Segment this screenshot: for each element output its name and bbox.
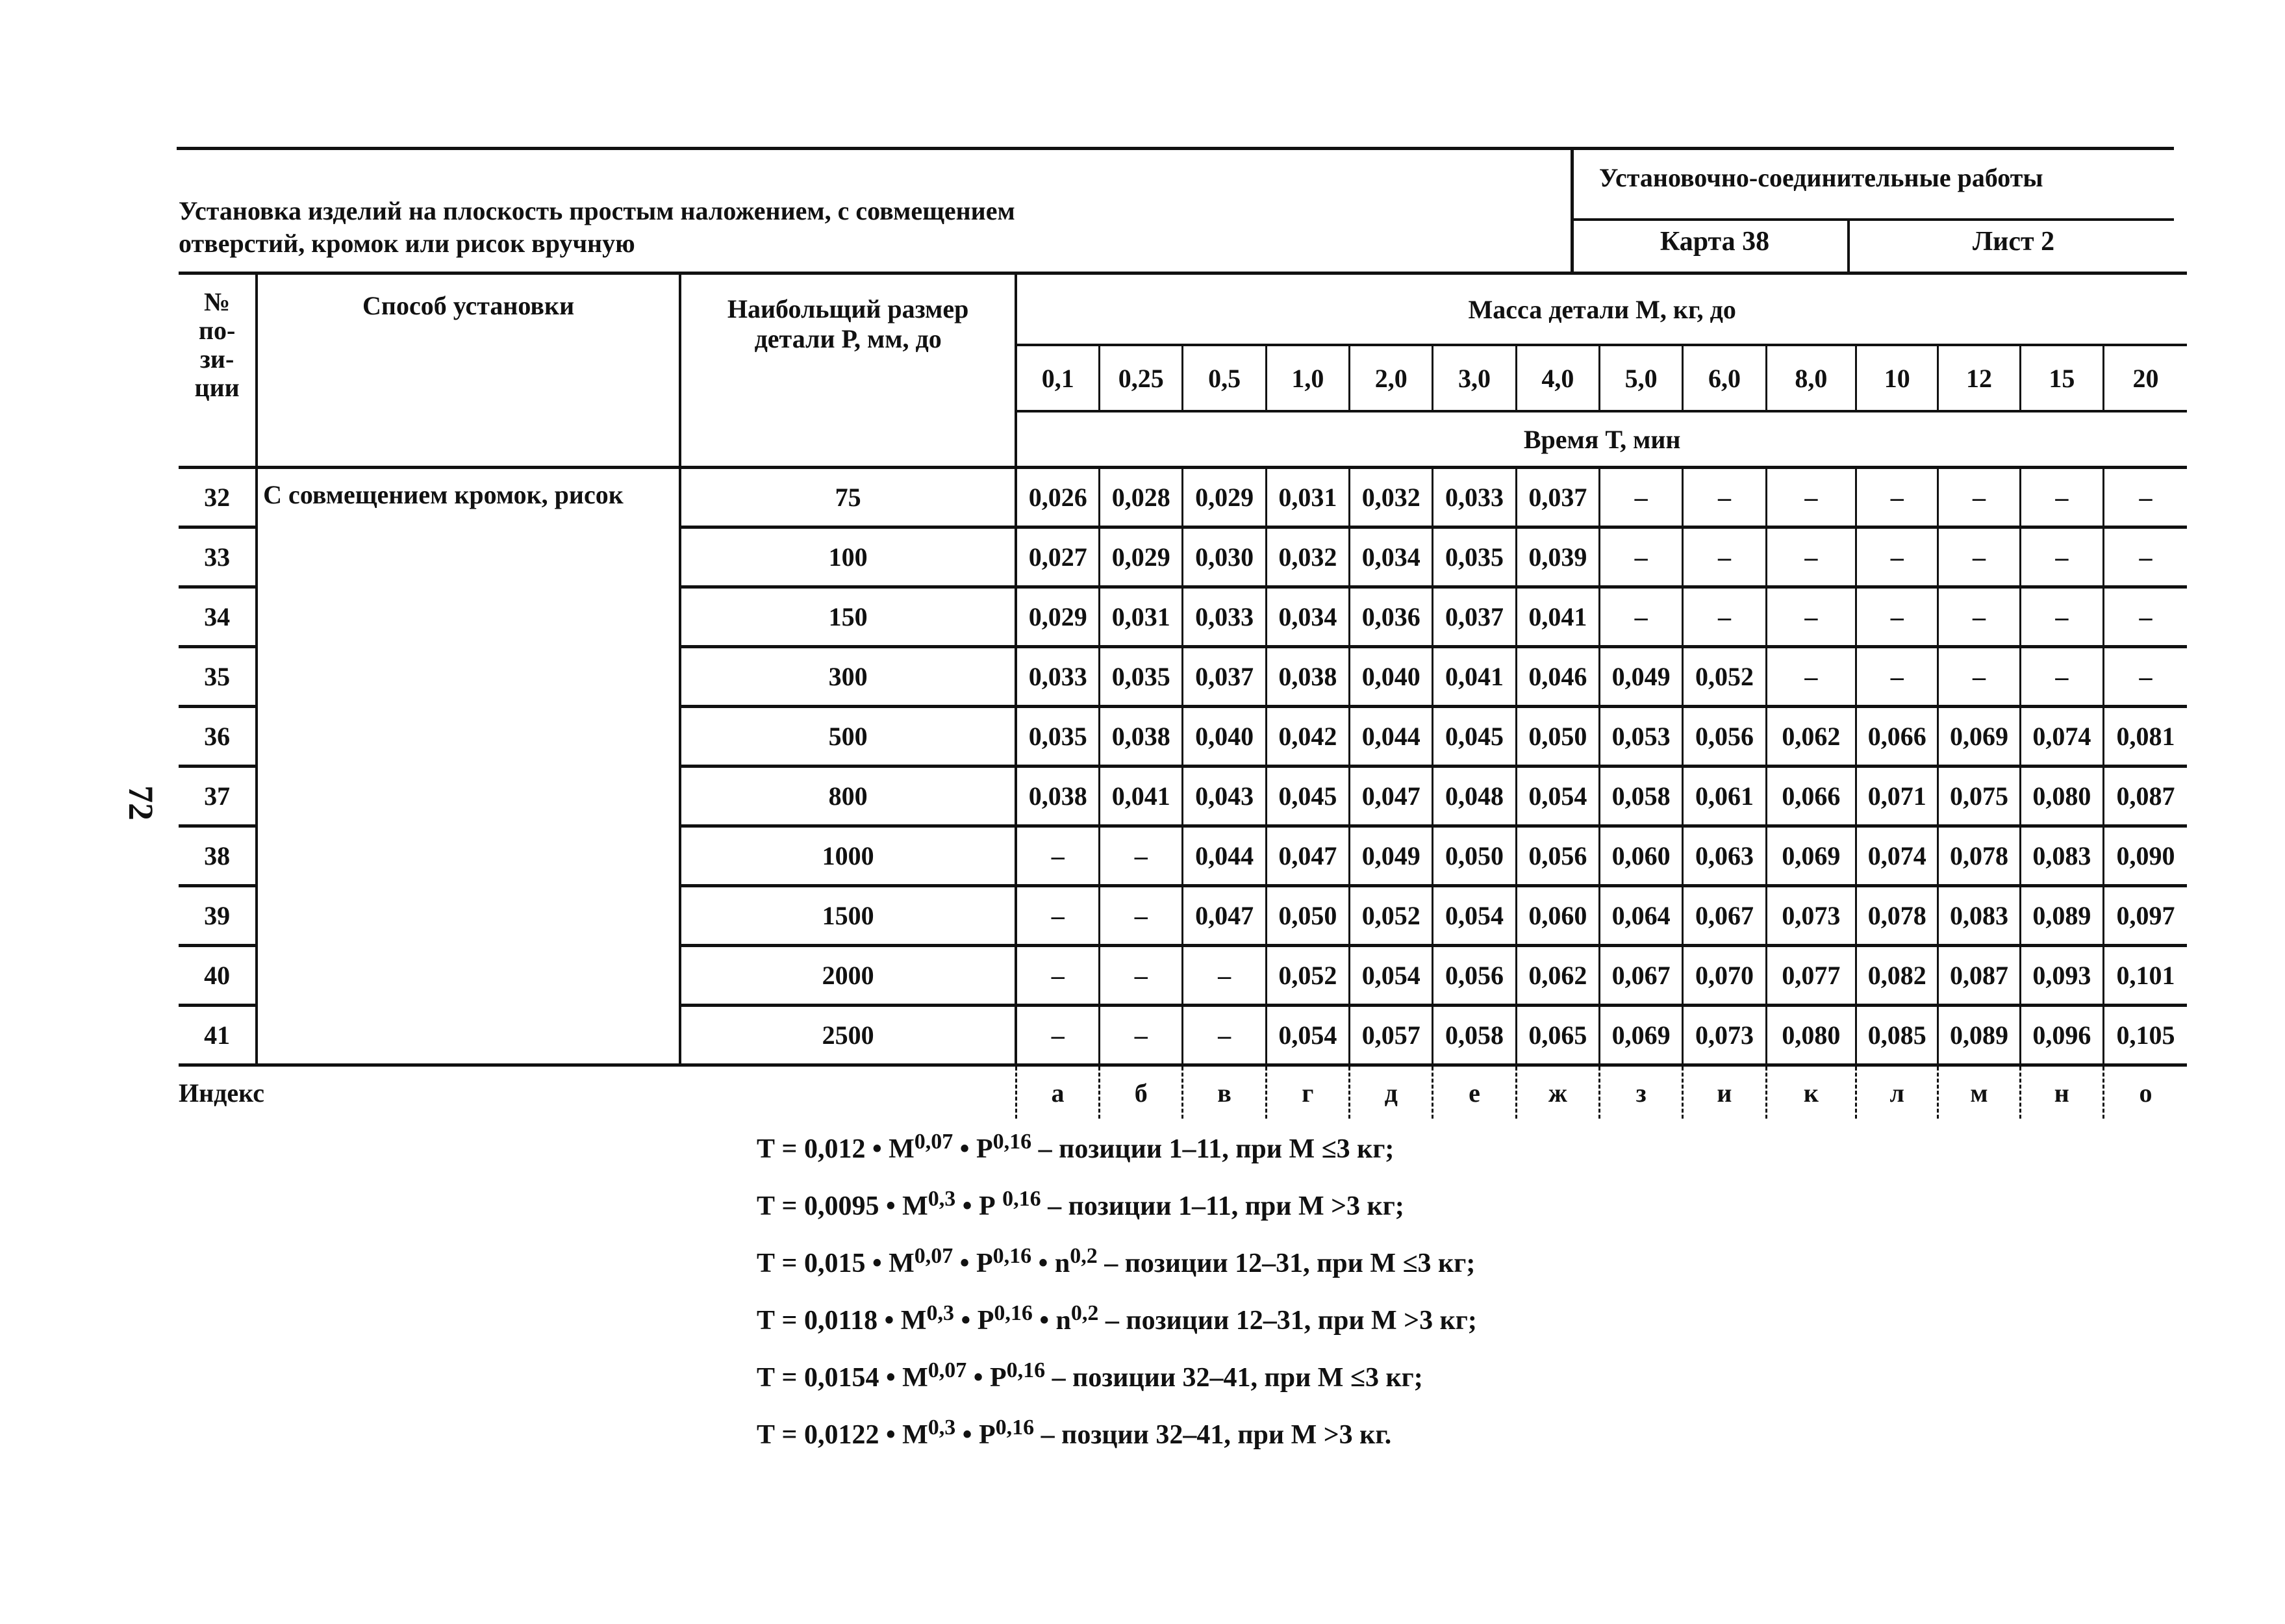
- time-value-cell: 0,056: [1516, 826, 1599, 886]
- time-value-cell: –: [1016, 886, 1099, 946]
- position-cell: 39: [179, 886, 257, 946]
- formula-lhs: Т = 0,0118 • М: [757, 1306, 927, 1336]
- mass-value-header: 15: [2020, 345, 2103, 411]
- time-value-cell: 0,047: [1183, 886, 1266, 946]
- time-value-cell: 0,078: [1938, 826, 2020, 886]
- time-value-cell: 0,067: [1683, 886, 1766, 946]
- time-value-cell: 0,066: [1766, 767, 1856, 826]
- size-cell: 800: [680, 767, 1016, 826]
- time-value-cell: –: [2020, 468, 2103, 527]
- formula-exp-size: 0,16: [995, 1415, 1035, 1440]
- index-letter: ж: [1516, 1065, 1599, 1119]
- time-value-cell: 0,087: [2103, 767, 2187, 826]
- formula-mid: • Р: [953, 1306, 994, 1336]
- formula-lhs: Т = 0,0122 • М: [757, 1420, 928, 1450]
- time-value-cell: 0,052: [1266, 946, 1349, 1006]
- time-value-cell: 0,033: [1433, 468, 1516, 527]
- size-cell: 2500: [680, 1006, 1016, 1065]
- time-value-cell: 0,083: [1938, 886, 2020, 946]
- time-value-cell: –: [1683, 587, 1766, 647]
- time-value-cell: 0,062: [1516, 946, 1599, 1006]
- time-value-cell: –: [1599, 587, 1682, 647]
- index-letter: г: [1266, 1065, 1349, 1119]
- time-value-cell: 0,054: [1350, 946, 1433, 1006]
- formula-rest: – позиции 32–41, при М ≤3 кг;: [1045, 1363, 1423, 1393]
- formula-line: [757, 1178, 1477, 1235]
- time-value-cell: –: [2020, 647, 2103, 707]
- formula-lhs: Т = 0,0154 • М: [757, 1363, 928, 1393]
- time-value-cell: –: [1856, 647, 1938, 707]
- time-value-cell: –: [1183, 1006, 1266, 1065]
- time-value-cell: 0,037: [1183, 647, 1266, 707]
- time-value-cell: 0,077: [1766, 946, 1856, 1006]
- mass-value-header: 10: [1856, 345, 1938, 411]
- index-letter: в: [1183, 1065, 1266, 1119]
- mass-value-header: 0,5: [1183, 345, 1266, 411]
- time-value-cell: 0,065: [1516, 1006, 1599, 1065]
- formula-exp-mass: 0,07: [914, 1130, 953, 1154]
- time-value-cell: 0,038: [1016, 767, 1099, 826]
- time-value-cell: 0,029: [1016, 587, 1099, 647]
- index-letter: б: [1100, 1065, 1183, 1119]
- table-row: [179, 468, 2187, 527]
- time-value-cell: –: [1938, 468, 2020, 527]
- time-value-cell: 0,056: [1433, 946, 1516, 1006]
- title-line-2: отверстий, кромок или рисок вручную: [179, 229, 635, 258]
- header-mid-rule: [1571, 218, 2174, 221]
- time-value-cell: –: [1016, 946, 1099, 1006]
- formula-mid: • Р: [966, 1363, 1007, 1393]
- time-value-cell: 0,054: [1516, 767, 1599, 826]
- time-value-cell: 0,069: [1599, 1006, 1682, 1065]
- time-value-cell: –: [1938, 587, 2020, 647]
- formula-exp-n: 0,2: [1070, 1301, 1099, 1325]
- position-cell: 32: [179, 468, 257, 527]
- formula-exp-mass: 0,07: [914, 1244, 953, 1268]
- time-value-cell: –: [1599, 468, 1682, 527]
- time-value-cell: 0,029: [1183, 468, 1266, 527]
- header-top-rule: [177, 147, 2174, 150]
- time-value-cell: 0,105: [2103, 1006, 2187, 1065]
- time-value-cell: 0,035: [1016, 707, 1099, 767]
- time-value-cell: 0,096: [2020, 1006, 2103, 1065]
- formula-lhs: Т = 0,012 • М: [757, 1134, 915, 1164]
- formula-line: [757, 1121, 1477, 1178]
- time-value-cell: 0,089: [1938, 1006, 2020, 1065]
- time-value-cell: 0,060: [1516, 886, 1599, 946]
- page-number: 72: [121, 785, 160, 820]
- index-label: Индекс: [179, 1078, 264, 1108]
- formula-rest: – позции 32–41, при М >3 кг.: [1034, 1420, 1392, 1450]
- time-value-cell: 0,050: [1516, 707, 1599, 767]
- formula-mid: • Р: [955, 1420, 996, 1450]
- time-value-cell: 0,034: [1266, 587, 1349, 647]
- time-value-cell: –: [1016, 826, 1099, 886]
- time-value-cell: 0,035: [1100, 647, 1183, 707]
- time-value-cell: –: [1766, 647, 1856, 707]
- position-cell: 35: [179, 647, 257, 707]
- time-value-cell: 0,047: [1350, 767, 1433, 826]
- time-value-cell: 0,063: [1683, 826, 1766, 886]
- time-value-cell: 0,038: [1100, 707, 1183, 767]
- time-value-cell: 0,030: [1183, 527, 1266, 587]
- time-value-cell: 0,073: [1766, 886, 1856, 946]
- time-value-cell: 0,089: [2020, 886, 2103, 946]
- time-value-cell: –: [2020, 527, 2103, 587]
- header-vertical-rule: [1571, 147, 1574, 273]
- position-cell: 33: [179, 527, 257, 587]
- time-value-cell: 0,032: [1266, 527, 1349, 587]
- time-value-cell: 0,058: [1433, 1006, 1516, 1065]
- time-value-cell: –: [1856, 527, 1938, 587]
- formula-line: [757, 1235, 1477, 1292]
- size-cell: 500: [680, 707, 1016, 767]
- time-value-cell: –: [1683, 468, 1766, 527]
- position-cell: 40: [179, 946, 257, 1006]
- size-cell: 1500: [680, 886, 1016, 946]
- index-letter: и: [1683, 1065, 1766, 1119]
- time-value-cell: 0,054: [1433, 886, 1516, 946]
- formula-exp-size: 0,16: [1002, 1187, 1041, 1211]
- time-value-cell: 0,061: [1683, 767, 1766, 826]
- formula-line: [757, 1406, 1477, 1464]
- index-letter: л: [1856, 1065, 1938, 1119]
- position-cell: 38: [179, 826, 257, 886]
- time-value-cell: 0,026: [1016, 468, 1099, 527]
- time-value-cell: 0,040: [1350, 647, 1433, 707]
- time-value-cell: 0,049: [1350, 826, 1433, 886]
- time-value-cell: –: [2103, 468, 2187, 527]
- formula-mid2: • n: [1032, 1306, 1071, 1336]
- time-value-cell: 0,037: [1433, 587, 1516, 647]
- index-letter: е: [1433, 1065, 1516, 1119]
- time-value-cell: 0,078: [1856, 886, 1938, 946]
- size-cell: 75: [680, 468, 1016, 527]
- time-value-cell: 0,052: [1350, 886, 1433, 946]
- position-cell: 37: [179, 767, 257, 826]
- time-value-cell: 0,036: [1350, 587, 1433, 647]
- method-cell: С совмещением кромок, рисок: [257, 468, 680, 1065]
- time-value-cell: –: [1938, 647, 2020, 707]
- time-value-cell: –: [2020, 587, 2103, 647]
- time-value-cell: 0,048: [1433, 767, 1516, 826]
- size-cell: 300: [680, 647, 1016, 707]
- time-value-cell: 0,074: [1856, 826, 1938, 886]
- formula-exp-mass: 0,07: [928, 1358, 967, 1382]
- size-cell: 2000: [680, 946, 1016, 1006]
- formula-mid: • Р: [955, 1191, 1003, 1221]
- time-value-cell: 0,038: [1266, 647, 1349, 707]
- time-value-cell: 0,039: [1516, 527, 1599, 587]
- size-cell: 1000: [680, 826, 1016, 886]
- time-value-cell: –: [2103, 647, 2187, 707]
- time-value-cell: 0,074: [2020, 707, 2103, 767]
- time-value-cell: –: [1766, 527, 1856, 587]
- time-value-cell: 0,069: [1938, 707, 2020, 767]
- formula-exp-n: 0,2: [1070, 1244, 1098, 1268]
- time-header: Время Т, мин: [1016, 411, 2187, 468]
- time-value-cell: –: [1100, 826, 1183, 886]
- col-header-method: Способ установки: [257, 273, 680, 468]
- time-value-cell: 0,042: [1266, 707, 1349, 767]
- card-number: Карта 38: [1660, 227, 1770, 257]
- time-value-cell: 0,069: [1766, 826, 1856, 886]
- time-value-cell: –: [1683, 527, 1766, 587]
- time-value-cell: –: [1856, 587, 1938, 647]
- formula-mid2: • n: [1031, 1249, 1070, 1278]
- time-value-cell: 0,090: [2103, 826, 2187, 886]
- time-value-cell: 0,081: [2103, 707, 2187, 767]
- position-cell: 41: [179, 1006, 257, 1065]
- formula-lhs: Т = 0,015 • М: [757, 1249, 915, 1278]
- time-value-cell: 0,070: [1683, 946, 1766, 1006]
- formula-line: [757, 1292, 1477, 1349]
- time-value-cell: –: [1856, 468, 1938, 527]
- formula-exp-mass: 0,3: [928, 1187, 956, 1211]
- col-header-size: Наибольщий размер детали Р, мм, до: [680, 273, 1016, 468]
- time-value-cell: 0,045: [1433, 707, 1516, 767]
- time-value-cell: 0,050: [1266, 886, 1349, 946]
- time-value-cell: 0,034: [1350, 527, 1433, 587]
- time-value-cell: 0,093: [2020, 946, 2103, 1006]
- time-value-cell: 0,040: [1183, 707, 1266, 767]
- position-cell: 36: [179, 707, 257, 767]
- formula-mid: • Р: [953, 1249, 993, 1278]
- time-value-cell: 0,083: [2020, 826, 2103, 886]
- time-value-cell: 0,035: [1433, 527, 1516, 587]
- time-value-cell: 0,082: [1856, 946, 1938, 1006]
- time-value-cell: 0,031: [1100, 587, 1183, 647]
- table-body: [179, 468, 2187, 1119]
- time-value-cell: 0,097: [2103, 886, 2187, 946]
- formula-exp-size: 0,16: [992, 1130, 1032, 1154]
- time-value-cell: 0,033: [1016, 647, 1099, 707]
- time-value-cell: 0,043: [1183, 767, 1266, 826]
- time-value-cell: 0,033: [1183, 587, 1266, 647]
- time-value-cell: 0,067: [1599, 946, 1682, 1006]
- time-value-cell: 0,032: [1350, 468, 1433, 527]
- time-value-cell: 0,052: [1683, 647, 1766, 707]
- time-value-cell: 0,066: [1856, 707, 1938, 767]
- index-letter: д: [1350, 1065, 1433, 1119]
- mass-value-header: 2,0: [1350, 345, 1433, 411]
- time-value-cell: 0,071: [1856, 767, 1938, 826]
- formula-exp-size: 0,16: [992, 1244, 1032, 1268]
- time-value-cell: 0,062: [1766, 707, 1856, 767]
- mass-value-header: 20: [2103, 345, 2187, 411]
- time-value-cell: –: [1100, 886, 1183, 946]
- header-karta-divider: [1847, 218, 1850, 273]
- formula-exp-mass: 0,3: [926, 1301, 954, 1325]
- time-value-cell: –: [1766, 468, 1856, 527]
- formula-lhs: Т = 0,0095 • М: [757, 1191, 928, 1221]
- time-value-cell: 0,075: [1938, 767, 2020, 826]
- time-value-cell: 0,085: [1856, 1006, 1938, 1065]
- size-cell: 100: [680, 527, 1016, 587]
- formula-exp-mass: 0,3: [928, 1415, 956, 1440]
- index-letter: н: [2020, 1065, 2103, 1119]
- formula-mid: • Р: [953, 1134, 993, 1164]
- col-header-position: № по- зи- ции: [179, 273, 257, 468]
- time-value-cell: 0,064: [1599, 886, 1682, 946]
- formula-exp-size: 0,16: [994, 1301, 1033, 1325]
- formula-rest: – позиции 1–11, при М >3 кг;: [1041, 1191, 1404, 1221]
- time-value-cell: 0,056: [1683, 707, 1766, 767]
- time-value-cell: 0,045: [1266, 767, 1349, 826]
- time-value-cell: 0,087: [1938, 946, 2020, 1006]
- index-letter: к: [1766, 1065, 1856, 1119]
- time-value-cell: 0,057: [1350, 1006, 1433, 1065]
- section-name: Установочно-соединительные работы: [1599, 163, 2043, 192]
- index-row: [179, 1065, 2187, 1119]
- mass-value-header: 1,0: [1266, 345, 1349, 411]
- time-value-cell: 0,031: [1266, 468, 1349, 527]
- time-value-cell: 0,073: [1683, 1006, 1766, 1065]
- time-value-cell: 0,027: [1016, 527, 1099, 587]
- formula-rest: – позиции 12–31, при М ≤3 кг;: [1097, 1249, 1476, 1278]
- time-value-cell: 0,044: [1350, 707, 1433, 767]
- mass-value-header: 5,0: [1599, 345, 1682, 411]
- index-letter: з: [1599, 1065, 1682, 1119]
- time-value-cell: 0,080: [2020, 767, 2103, 826]
- sheet-number: Лист 2: [1972, 227, 2055, 257]
- time-value-cell: –: [2103, 527, 2187, 587]
- time-value-cell: 0,058: [1599, 767, 1682, 826]
- time-value-cell: 0,101: [2103, 946, 2187, 1006]
- time-value-cell: 0,037: [1516, 468, 1599, 527]
- time-value-cell: 0,054: [1266, 1006, 1349, 1065]
- formula-exp-size: 0,16: [1006, 1358, 1046, 1382]
- time-value-cell: 0,049: [1599, 647, 1682, 707]
- time-value-cell: 0,050: [1433, 826, 1516, 886]
- position-cell: 34: [179, 587, 257, 647]
- norms-table: [179, 272, 2187, 1119]
- size-cell: 150: [680, 587, 1016, 647]
- time-value-cell: 0,046: [1516, 647, 1599, 707]
- formula-rest: – позиции 12–31, при М >3 кг;: [1098, 1306, 1477, 1336]
- time-value-cell: 0,060: [1599, 826, 1682, 886]
- time-value-cell: –: [1766, 587, 1856, 647]
- time-value-cell: 0,047: [1266, 826, 1349, 886]
- formula-rest: – позиции 1–11, при М ≤3 кг;: [1031, 1134, 1395, 1164]
- time-value-cell: 0,029: [1100, 527, 1183, 587]
- col-header-mass: Масса детали М, кг, до: [1016, 273, 2187, 346]
- document-title: [179, 195, 1471, 260]
- index-letter: о: [2103, 1065, 2187, 1119]
- time-value-cell: –: [1938, 527, 2020, 587]
- formula-line: [757, 1349, 1477, 1406]
- index-letter: м: [1938, 1065, 2020, 1119]
- time-value-cell: –: [1100, 946, 1183, 1006]
- title-line-1: Установка изделий на плоскость простым наложением, с совмещением: [179, 196, 1015, 225]
- mass-value-header: 0,25: [1100, 345, 1183, 411]
- time-value-cell: 0,028: [1100, 468, 1183, 527]
- time-value-cell: 0,080: [1766, 1006, 1856, 1065]
- time-value-cell: 0,041: [1100, 767, 1183, 826]
- mass-value-header: 6,0: [1683, 345, 1766, 411]
- time-value-cell: –: [1100, 1006, 1183, 1065]
- mass-value-header: 12: [1938, 345, 2020, 411]
- time-value-cell: 0,041: [1516, 587, 1599, 647]
- mass-value-header: 4,0: [1516, 345, 1599, 411]
- time-value-cell: 0,041: [1433, 647, 1516, 707]
- formulas-block: [757, 1121, 1477, 1464]
- time-value-cell: –: [1016, 1006, 1099, 1065]
- index-letter: а: [1016, 1065, 1099, 1119]
- time-value-cell: 0,053: [1599, 707, 1682, 767]
- mass-value-header: 3,0: [1433, 345, 1516, 411]
- mass-value-header: 0,1: [1016, 345, 1099, 411]
- time-value-cell: 0,044: [1183, 826, 1266, 886]
- time-value-cell: –: [1183, 946, 1266, 1006]
- time-value-cell: –: [2103, 587, 2187, 647]
- mass-value-header: 8,0: [1766, 345, 1856, 411]
- time-value-cell: –: [1599, 527, 1682, 587]
